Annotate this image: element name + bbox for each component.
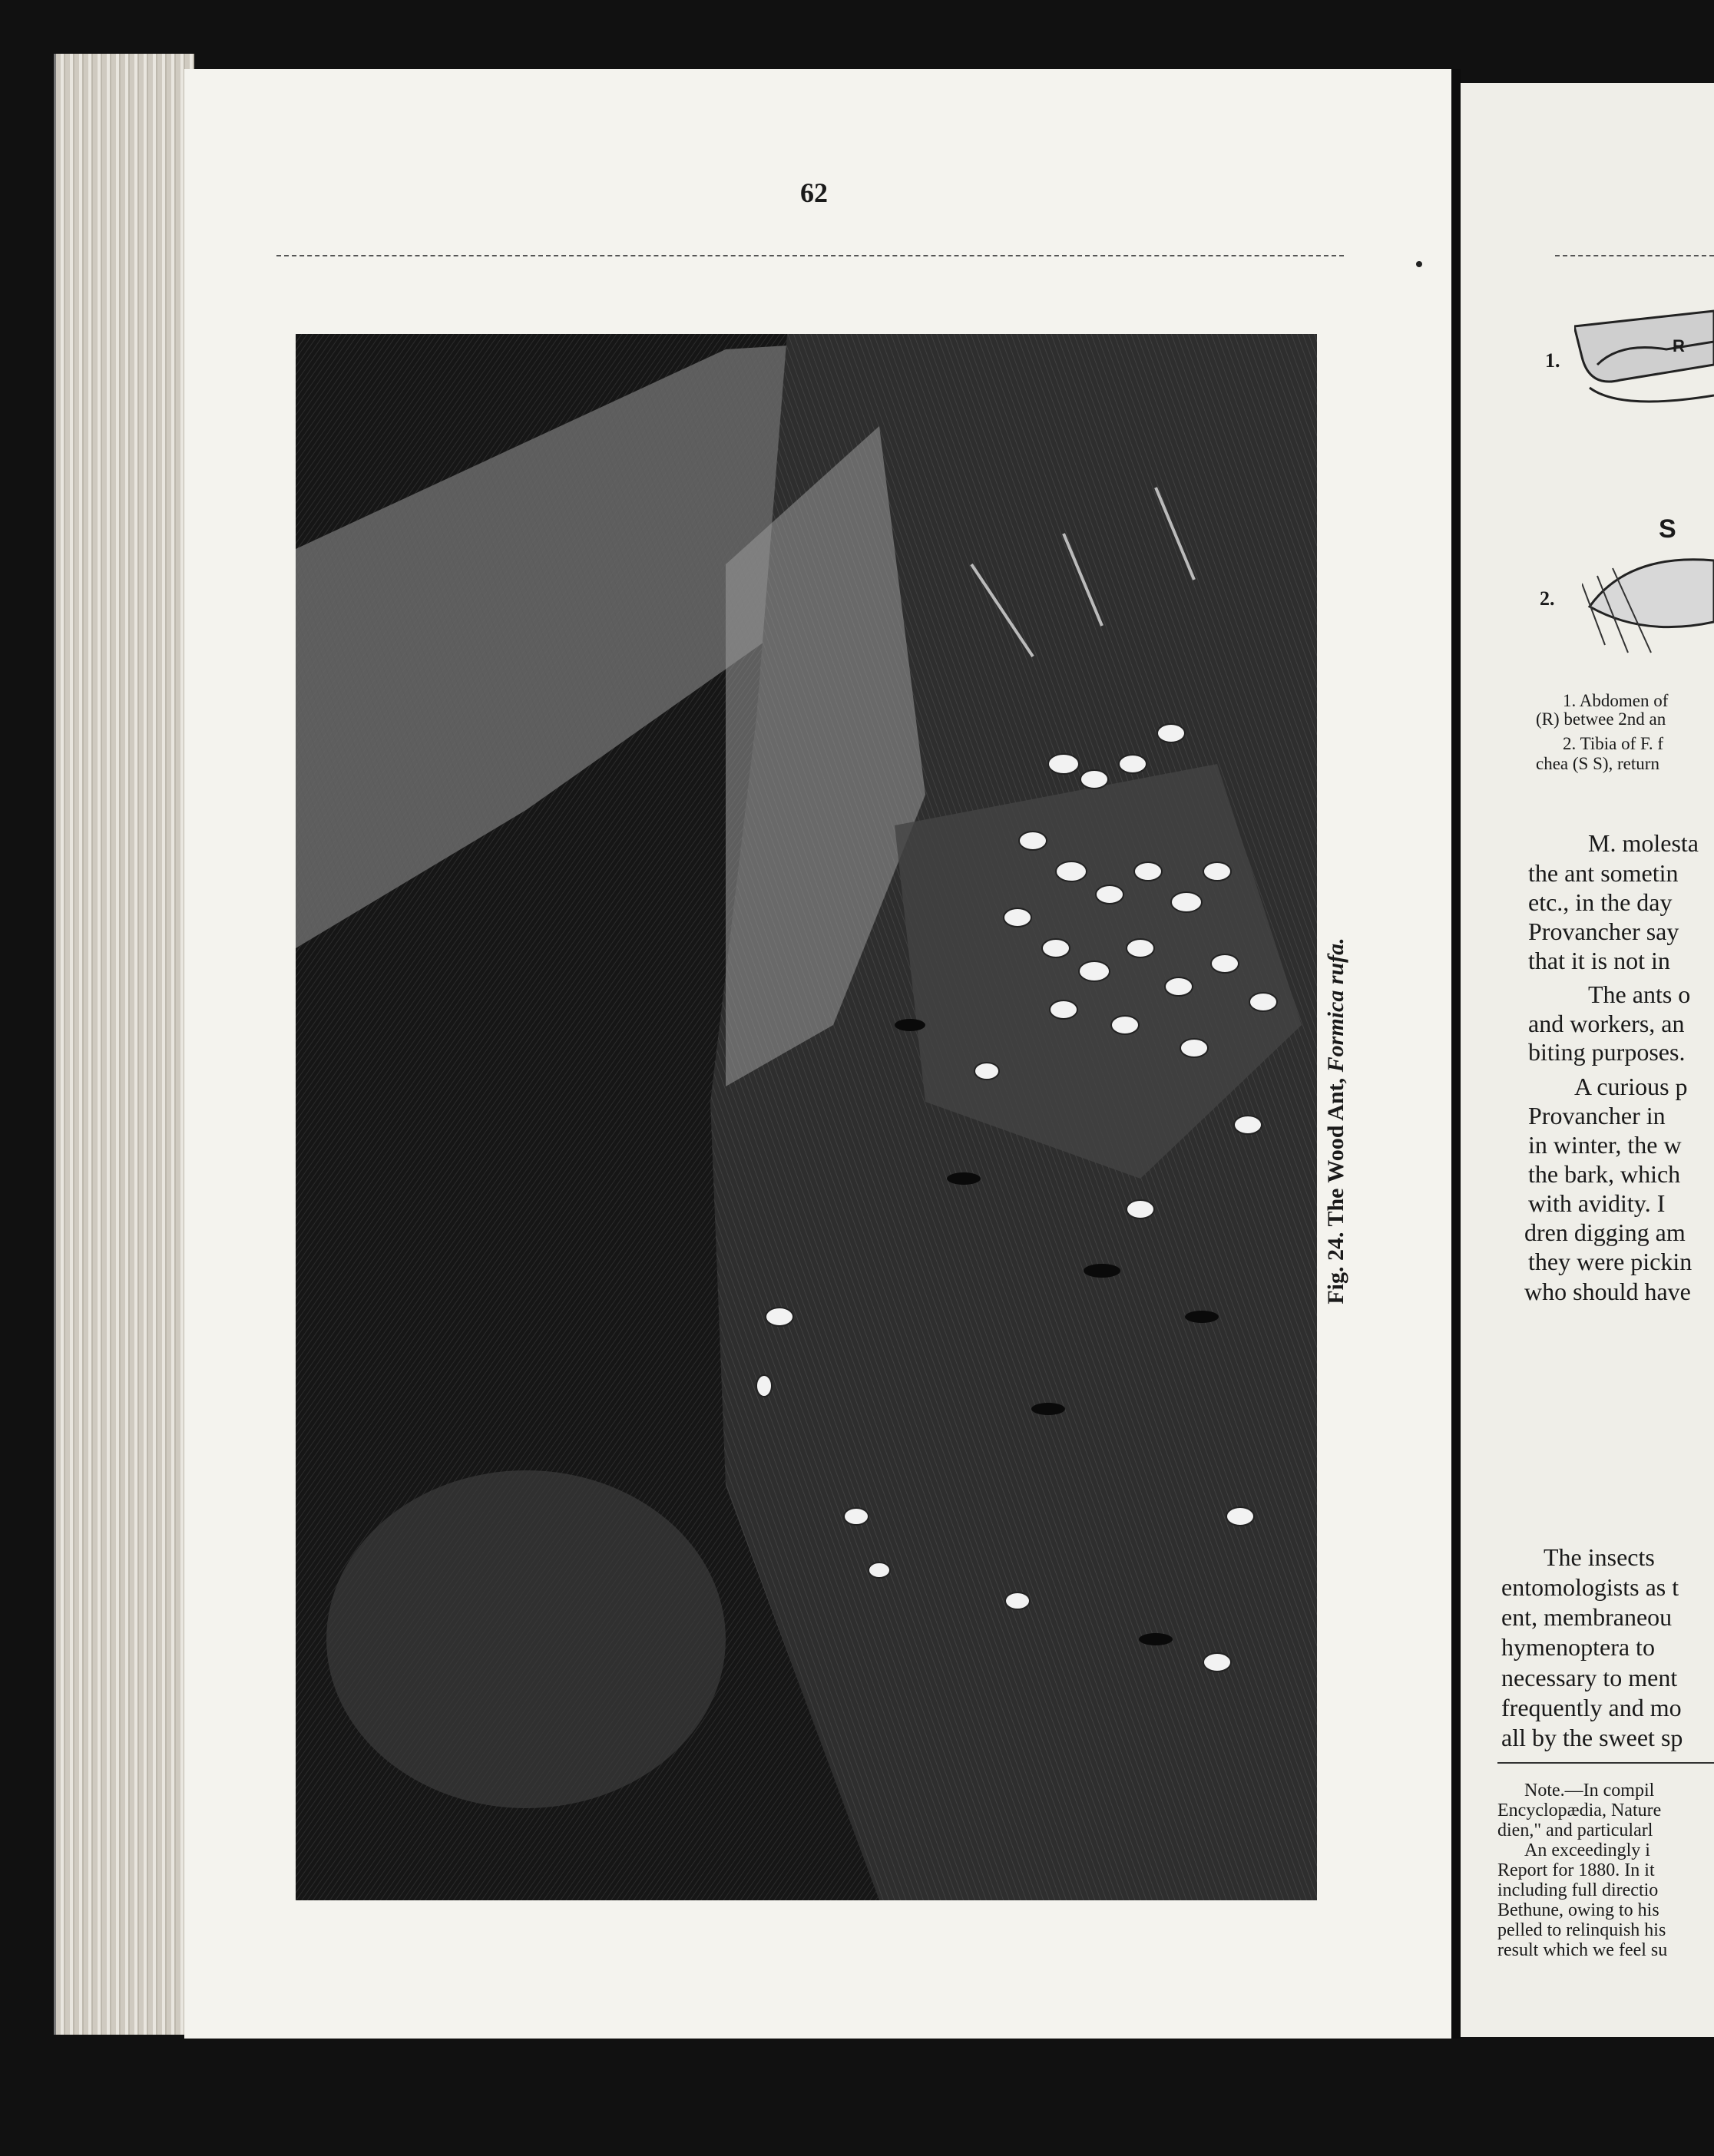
note-line: Bethune, owing to his bbox=[1497, 1900, 1659, 1920]
text-line: the ant sometin bbox=[1528, 859, 1679, 887]
note-line: An exceedingly i bbox=[1524, 1840, 1650, 1860]
right-header-rule bbox=[1555, 255, 1714, 256]
fig-caption-1: 1. Abdomen of bbox=[1563, 691, 1669, 710]
figure-number: Fig. 24. bbox=[1323, 1232, 1348, 1305]
figure-caption bbox=[1321, 875, 1352, 1367]
text-line: etc., in the day bbox=[1528, 888, 1673, 916]
fig-caption-4: chea (S S), return bbox=[1536, 754, 1659, 773]
text-line: all by the sweet sp bbox=[1501, 1724, 1683, 1751]
text-line: M. molesta bbox=[1588, 829, 1699, 857]
text-line: Provancher in bbox=[1528, 1102, 1666, 1129]
fig-caption-3: 2. Tibia of F. f bbox=[1563, 734, 1664, 753]
text-line: the bark, which bbox=[1528, 1160, 1681, 1188]
text-line: in winter, the w bbox=[1528, 1131, 1682, 1159]
text-line: Provancher say bbox=[1528, 918, 1679, 945]
note-line: including full directio bbox=[1497, 1880, 1659, 1900]
fig-caption-2: (R) betwee 2nd an bbox=[1536, 709, 1666, 729]
figure-species: Formica rufa. bbox=[1323, 937, 1348, 1073]
fig-label-s: S bbox=[1659, 514, 1676, 544]
book-gutter bbox=[1451, 69, 1461, 2039]
fig-label-r: R bbox=[1673, 336, 1685, 355]
text-line: necessary to ment bbox=[1501, 1664, 1678, 1691]
text-line: who should have bbox=[1524, 1278, 1691, 1305]
text-line: The insects bbox=[1544, 1543, 1655, 1571]
note-line: dien," and particularl bbox=[1497, 1820, 1653, 1840]
note-line: Report for 1880. In it bbox=[1497, 1860, 1655, 1880]
text-line: entomologists as t bbox=[1501, 1573, 1679, 1601]
note-line: Note.—In compil bbox=[1524, 1781, 1655, 1801]
text-line: The ants o bbox=[1588, 980, 1691, 1008]
ant-abdomen-diagram bbox=[1574, 296, 1714, 418]
note-line: Encyclopædia, Nature bbox=[1497, 1801, 1662, 1820]
text-line: hymenoptera to bbox=[1501, 1633, 1655, 1661]
page-speck bbox=[1416, 261, 1422, 267]
text-line: and workers, an bbox=[1528, 1010, 1685, 1037]
text-line: dren digging am bbox=[1524, 1219, 1686, 1246]
note-line: result which we feel su bbox=[1497, 1940, 1668, 1960]
footnote-rule bbox=[1497, 1762, 1714, 1764]
text-line: they were pickin bbox=[1528, 1248, 1692, 1275]
text-line: A curious p bbox=[1574, 1073, 1688, 1100]
fig-label-1: 1. bbox=[1545, 349, 1560, 372]
ant-tibia-diagram bbox=[1582, 537, 1714, 676]
text-line: that it is not in bbox=[1528, 947, 1670, 974]
text-line: frequently and mo bbox=[1501, 1694, 1682, 1721]
page-number: 62 bbox=[800, 177, 828, 208]
book-page-edges bbox=[54, 54, 194, 2035]
fig-label-2: 2. bbox=[1540, 587, 1555, 610]
header-rule bbox=[276, 255, 1344, 256]
text-line: with avidity. I bbox=[1528, 1189, 1666, 1217]
text-line: ent, membraneou bbox=[1501, 1603, 1673, 1631]
wood-ant-engraving bbox=[296, 334, 1317, 1900]
text-line: biting purposes. bbox=[1528, 1038, 1686, 1066]
note-line: pelled to relinquish his bbox=[1497, 1920, 1666, 1940]
figure-title: The Wood Ant, bbox=[1323, 1077, 1348, 1227]
